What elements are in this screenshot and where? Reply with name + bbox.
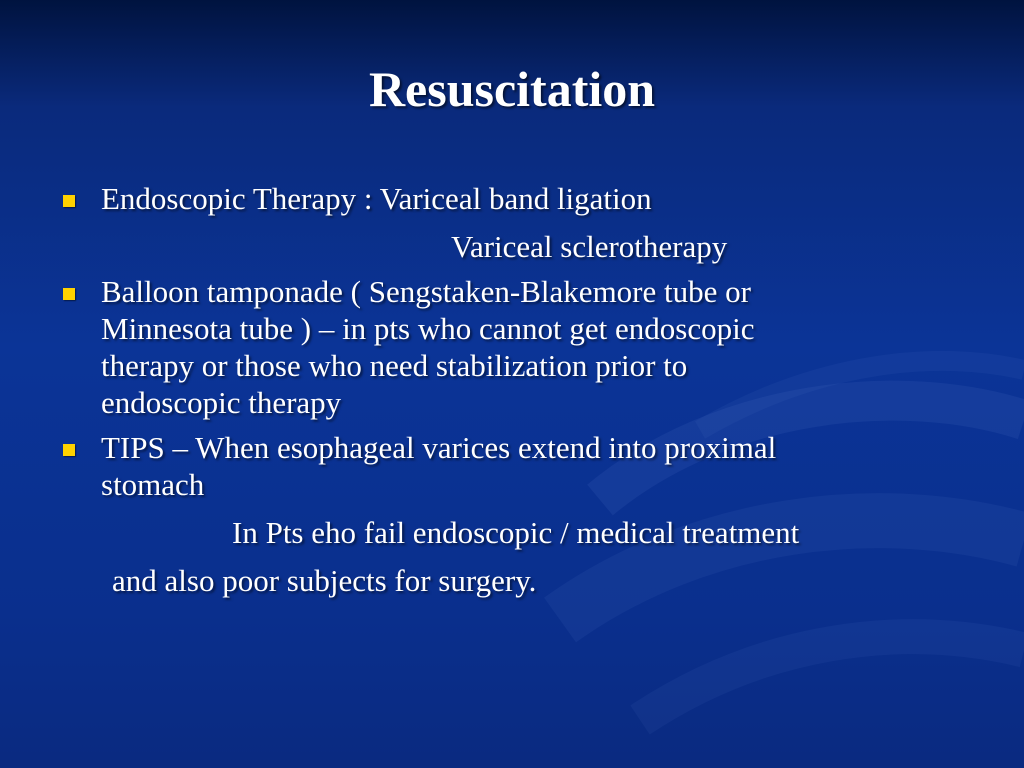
yellow-square-icon [63, 195, 75, 207]
bullet-line: Endoscopic Therapy : Variceal band ligation [101, 181, 652, 216]
bullet-line: Minnesota tube ) – in pts who cannot get endoscopic [101, 311, 755, 346]
bullet-item-balloon-tamponade [60, 273, 980, 421]
bullet-line: TIPS – When esophageal varices extend into proximal [101, 430, 777, 465]
bullet-line: therapy or those who need stabilization prior to [101, 348, 688, 383]
slide-content [60, 180, 980, 599]
bullet-item-endoscopic-therapy [60, 180, 980, 265]
yellow-square-icon [63, 444, 75, 456]
bullet-sub-line: Variceal sclerotherapy [451, 229, 728, 264]
continuation-line: and also poor subjects for surgery. [112, 563, 537, 598]
bullet-item-tips [60, 429, 980, 503]
slide-title: Resuscitation [368, 61, 656, 117]
continuation-line: In Pts eho fail endoscopic / medical treatment [232, 515, 800, 550]
bullet-line: Balloon tamponade ( Sengstaken-Blakemore tube or [101, 274, 751, 309]
bullet-line: endoscopic therapy [101, 385, 342, 420]
yellow-square-icon [63, 288, 75, 300]
bullet-line: stomach [101, 467, 205, 502]
